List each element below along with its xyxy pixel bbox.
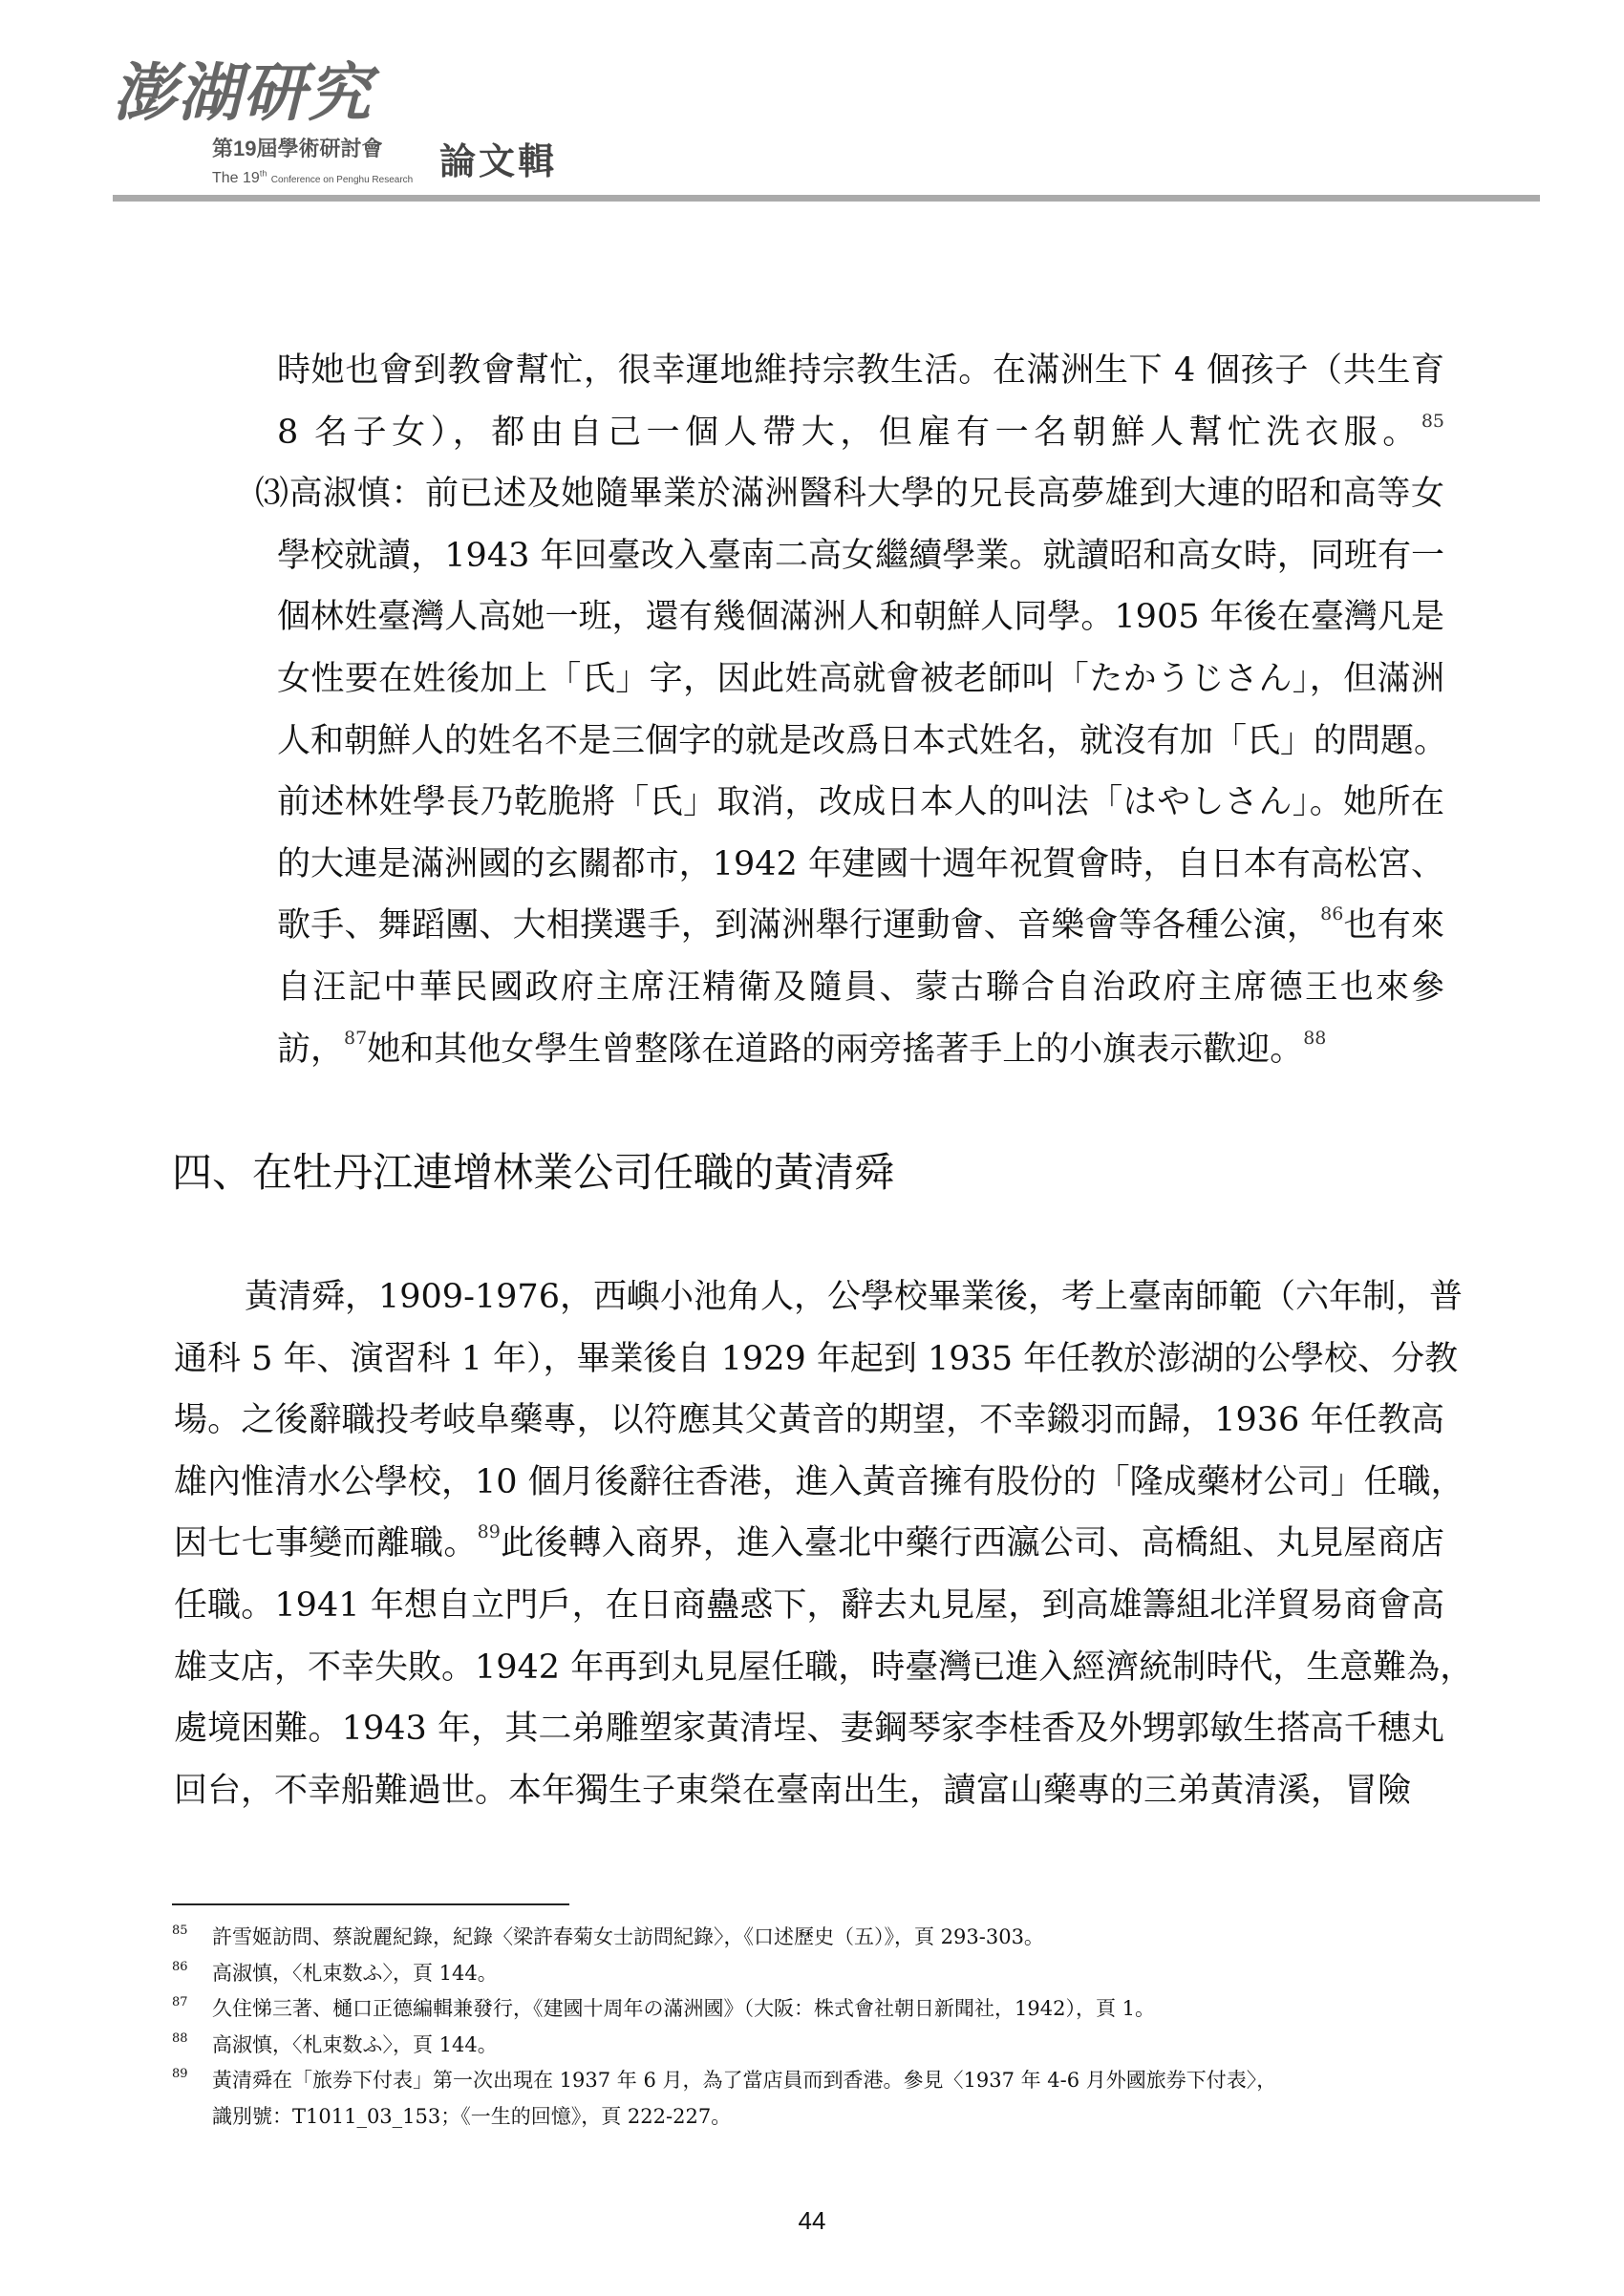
text-line <box>174 1522 1444 1564</box>
text-segment: 雄支店，不幸失敗。1942 年再到丸見屋任職，時臺灣已進入經濟統制時代，生意難為， <box>174 1648 1474 1687</box>
footnote-text: 識別號：T1011_03_153；《一生的回憶》，頁 222-227。 <box>212 2104 732 2128</box>
text-segment: 女性要在姓後加上「氏」字，因此姓高就會被老師叫「たかうじさん」，但滿洲 <box>277 660 1444 698</box>
text-segment: 的大連是滿洲國的玄關都市，1942 年建國十週年祝賀會時，自日本有高松宮、 <box>277 844 1444 883</box>
text-segment: 黃清舜，1909-1976，西嶼小池角人，公學校畢業後，考上臺南師範（六年制，普 <box>245 1278 1463 1316</box>
text-line <box>174 1708 1444 1750</box>
text-line <box>277 350 1444 392</box>
footnote-number: 88 <box>172 2030 188 2046</box>
text-segment: 歌手、舞蹈團、大相撲選手，到滿洲舉行運動會、音樂會等各種公演， <box>277 906 1321 946</box>
text-segment: 人和朝鮮人的姓名不是三個字的就是改爲日本式姓名，就沒有加「氏」的問題。 <box>277 721 1448 760</box>
conference-title: 第19屆學術研討會 <box>212 137 383 160</box>
footnote-number: 89 <box>172 2067 188 2081</box>
text-segment: 也有來 <box>1343 906 1444 946</box>
footnote-text: 久住悌三著、樋口正德編輯兼發行，《建國十周年の滿洲國》（大阪：株式會社朝日新聞社，1942），頁 1。 <box>212 1997 1155 2020</box>
text-line <box>277 1029 1326 1071</box>
footnote-number: 87 <box>172 1995 188 2009</box>
text-line <box>174 1338 1459 1380</box>
text-line <box>277 904 1444 946</box>
footnote-ref: 89 <box>477 1521 501 1543</box>
text-line <box>277 412 1444 454</box>
footnote-ref: 87 <box>344 1027 368 1049</box>
text-segment: 回台，不幸船難過世。本年獨生子東榮在臺南出生，讀富山藥專的三弟黃清溪，冒險 <box>174 1771 1412 1810</box>
text-segment: 場。之後辭職投考岐阜藥專，以符應其父黃音的期望，不幸鎩羽而歸，1936 年任教高 <box>174 1401 1444 1440</box>
text-line <box>174 1584 1444 1626</box>
text-line <box>277 658 1444 700</box>
text-segment: 學校就讀，1943 年回臺改入臺南二高女繼續學業。就讀昭和高女時，同班有一 <box>277 536 1444 575</box>
text-line <box>174 1770 1411 1812</box>
text-segment: 她和其他女學生曾整隊在道路的兩旁搖著手上的小旗表示歡迎。 <box>367 1030 1304 1069</box>
volume-title: 論文輯 <box>439 142 558 182</box>
text-segment: 任職。1941 年想自立門戶，在日商蠱惑下，辭去丸見屋，到高雄籌組北洋貿易商會高 <box>174 1586 1444 1625</box>
footnote-number: 86 <box>172 1959 188 1974</box>
text-segment: 此後轉入商界，進入臺北中藥行西瀛公司、高橋組、丸見屋商店 <box>500 1524 1444 1563</box>
english-rest: Conference on Penghu Research <box>270 175 414 185</box>
text-segment: 自汪記中華民國政府主席汪精衛及隨員、蒙古聯合自治政府主席德王也來參 <box>277 968 1444 1007</box>
footnote-text: 高淑慎，〈札束数ふ〉，頁 144。 <box>212 1961 498 1985</box>
footnote-text: 高淑慎，〈札束数ふ〉，頁 144。 <box>212 2032 498 2056</box>
text-line <box>174 1399 1444 1441</box>
text-segment: 通科 5 年、演習科 1 年），畢業後自 1929 年起到 1935 年任教於澎湖的公學校、分教 <box>174 1339 1459 1378</box>
text-segment: 時她也會到教會幫忙，很幸運地維持宗教生活。在滿洲生下 4 個孩子（共生育 <box>277 351 1444 390</box>
text-segment: 訪， <box>277 1030 345 1069</box>
journal-logo: 澎湖研究 <box>113 55 373 130</box>
text-segment: 8 名子女），都由自己一個人帶大，但雇有一名朝鮮人幫忙洗衣服。 <box>277 413 1421 452</box>
english-prefix: The 19 <box>212 170 260 186</box>
section-heading: 四、在牡丹江連增林業公司任職的黃清舜 <box>172 1149 895 1196</box>
text-line <box>245 1276 1463 1318</box>
page-number: 44 <box>798 2206 826 2235</box>
text-line <box>277 720 1448 762</box>
english-sup: th <box>259 168 267 179</box>
text-line <box>174 1647 1474 1689</box>
footnote-text: 許雪姬訪問、蔡說麗紀錄，紀錄〈梁許春菊女士訪問紀錄〉，《口述歷史（五）》，頁 293-303。 <box>212 1925 1044 1948</box>
text-segment: 因七七事變而離職。 <box>174 1524 478 1563</box>
text-line <box>277 843 1444 885</box>
footnote-ref: 88 <box>1303 1027 1327 1049</box>
text-line <box>277 967 1444 1009</box>
text-segment: 雄內惟清水公學校，10 個月後辭往香港，進入黃音擁有股份的「隆成藥材公司」任職， <box>174 1462 1464 1501</box>
text-segment: 處境困難。1943 年，其二弟雕塑家黃清埕、妻鋼琴家李桂香及外甥郭敏生搭高千穗丸 <box>174 1710 1444 1749</box>
footnote-number: 85 <box>172 1924 188 1938</box>
footnote-text: 黃清舜在「旅券下付表」第一次出現在 1937 年 6 月，為了當店員而到香港。參見〈1937 年 4-6 月外國旅券下付表〉， <box>212 2069 1277 2092</box>
text-segment: ⑶高淑慎：前已述及她隨畢業於滿洲醫科大學的兄長高夢雄到大連的昭和高等女 <box>255 475 1444 514</box>
header-divider <box>113 195 1540 202</box>
text-line <box>255 473 1444 515</box>
text-segment: 前述林姓學長乃乾脆將「氏」取消，改成日本人的叫法「はやしさん」。她所在 <box>277 783 1444 822</box>
text-line <box>277 596 1444 638</box>
footnote-ref: 86 <box>1320 904 1344 925</box>
text-segment: 個林姓臺灣人高她一班，還有幾個滿洲人和朝鮮人同學。1905 年後在臺灣凡是 <box>277 598 1444 637</box>
conference-english <box>212 168 413 191</box>
text-line <box>277 535 1444 577</box>
footnote-ref: 85 <box>1421 410 1444 432</box>
text-line <box>277 781 1444 823</box>
text-line <box>174 1461 1464 1503</box>
footnote-divider <box>172 1903 569 1905</box>
